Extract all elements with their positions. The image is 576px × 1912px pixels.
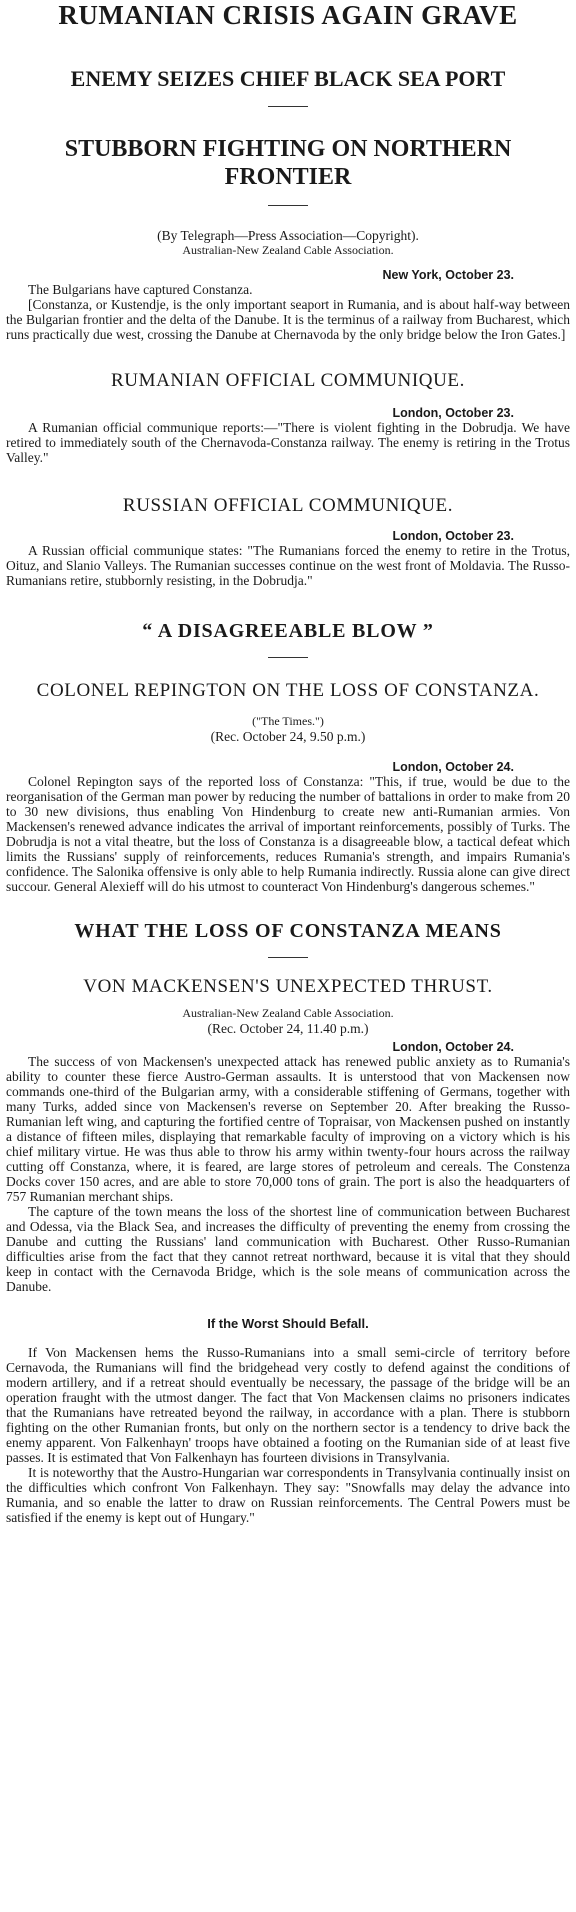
received-time: (Rec. October 24, 11.40 p.m.) [207, 1021, 369, 1036]
paragraph: It is noteworthy that the Austro-Hungarian war correspondents in Transylvania continually insist on the difficulties which confront Von Falkenhayn. They say: "Snowfalls may delay the advance into Rumania, and so enable the latter to draw on Russian reinforcements. The Central Powers must be satisfied if the enemy is kept out of Hungary." [6, 1465, 570, 1525]
section-heading: COLONEL REPINGTON ON THE LOSS OF CONSTANZA. [36, 680, 540, 701]
paragraph: A Russian official communique states: "The Rumanians forced the enemy to retire in the Trotus, Oituz, and Slanio Valleys. The Rumanian successes continue on the west front of Moldavia. The Russo-Rumanians retire, stubbornly resisting, in the Dobrudja." [6, 543, 570, 588]
section-heading: RUMANIAN OFFICIAL COMMUNIQUE. [111, 370, 465, 391]
divider [268, 106, 308, 107]
received-time: (Rec. October 24, 9.50 p.m.) [210, 729, 366, 744]
divider [268, 657, 308, 658]
dateline: New York, October 23. [382, 268, 514, 282]
tertiary-headline: STUBBORN FIGHTING ON NORTHERN FRONTIER [64, 136, 512, 190]
dateline: London, October 24. [392, 760, 514, 774]
dateline: London, October 23. [392, 406, 514, 420]
divider [268, 957, 308, 958]
section-heading: “ A DISAGREEABLE BLOW ” [142, 620, 434, 642]
dateline: London, October 24. [392, 1040, 514, 1054]
section-heading: WHAT THE LOSS OF CONSTANZA MEANS [74, 920, 502, 942]
paragraph: The Bulgarians have captured Constanza. [28, 282, 253, 297]
paragraph: If Von Mackensen hems the Russo-Rumanians into a small semi-circle of territory before Cernavoda, the Rumanians will find the bridgehead very costly to defend against the conditions of modern artillery, and if a retreat should eventually be necessary, the passage of the bridge will be an operation fraught with the utmost danger. The fact that Von Mackensen claims no prisoners indicates that the Rumanians have retreated beyond the railway, in accordance with a plan. There is stubborn fighting on the other Rumanian fronts, but only on the northern sector is a tendency to drive back the enemy apparent. Von Falkenhayn' troops have obtained a footing on the Rumanian side of at least five passes. It is estimated that Von Falkenhayn has fourteen divisions in Transylvania. [6, 1345, 570, 1465]
main-headline: RUMANIAN CRISIS AGAIN GRAVE [58, 0, 518, 30]
subheading: If the Worst Should Befall. [207, 1316, 369, 1331]
credit-line: (By Telegraph—Press Association—Copyright). [157, 228, 419, 243]
paragraph: The capture of the town means the loss of the shortest line of communication between Bucharest and Odessa, via the Black Sea, and increases the difficulty of preventing the enemy from crossing the Danube and cutting the Russians' land communication with Bucharest. Other Russo-Rumanian difficulties arise from the fact that they cannot retreat northward, because it is vital that they should keep in contact with the Cernavoda Bridge, which is the sole means of communication across the Danube. [6, 1204, 570, 1294]
divider [268, 205, 308, 206]
credit-line-agency: Australian-New Zealand Cable Association. [182, 1006, 394, 1020]
dateline: London, October 23. [392, 529, 514, 543]
paragraph: The success of von Mackensen's unexpected attack has renewed public anxiety as to Rumania's ability to counter these fierce Austro-German assaults. It is unterstood that von Mackensen now commands one-third of the Bulgarian army, with a considerable stiffening of Germans, together with many Turks, added since von Mackensen's reverse on September 20. After breaking the Russo-Rumanian left wing, and capturing the fortified centre of Topraisar, von Mackensen pushed on instantly a distance of fifteen miles, displaying that remarkable faculty of improving on a victory which is his chief military virtue. He was thus able to throw his army within twenty-four hours across the railway cutting off Constanza, where, it is feared, are large stores of petroleum and cereals. The Constenza Docks cover 150 acres, and are able to store 70,000 tons of grain. The port is also the headquarters of 757 Rumanian merchant ships. [6, 1054, 570, 1204]
credit-line-agency: Australian-New Zealand Cable Association. [182, 243, 394, 257]
secondary-headline: ENEMY SEIZES CHIEF BLACK SEA PORT [70, 66, 506, 91]
section-heading: RUSSIAN OFFICIAL COMMUNIQUE. [122, 495, 454, 516]
source-credit: ("The Times.") [252, 714, 324, 728]
paragraph: Colonel Repington says of the reported loss of Constanza: "This, if true, would be due to the reorganisation of the German man power by reducing the number of battalions in order to make from 20 to 30 new divisions, thus enabling Von Hindenburg to create new anti-Rumanian armies. Von Mackensen's renewed advance indicates the arrival of important reinforcements, possibly of Turks. The Dobrudja is not a vital theatre, but the loss of Constanza is a disagreeable blow, a tactical defeat which limits the Russians' supply of reinforcements, reduces Rumania's strength, and impairs Rumania's confidence. The Salonika offensive is only able to help Rumania indirectly. Russia alone can give direct succour. General Alexieff will do his utmost to counteract Von Hindenburg's dangerous schemes." [6, 774, 570, 894]
paragraph: A Rumanian official communique reports:—"There is violent fighting in the Dobrudja. We have retired to immediately south of the Chernavoda-Constanza railway. The enemy is retiring in the Trotus Valley." [6, 420, 570, 465]
paragraph: [Constanza, or Kustendje, is the only important seaport in Rumania, and is about half-way between the Bulgarian frontier and the delta of the Danube. It is the terminus of a railway from Bucharest, which runs practically due west, crossing the Danube at Chernavoda by the only bridge below the Iron Gates.] [6, 297, 570, 342]
section-heading: VON MACKENSEN'S UNEXPECTED THRUST. [83, 976, 493, 997]
